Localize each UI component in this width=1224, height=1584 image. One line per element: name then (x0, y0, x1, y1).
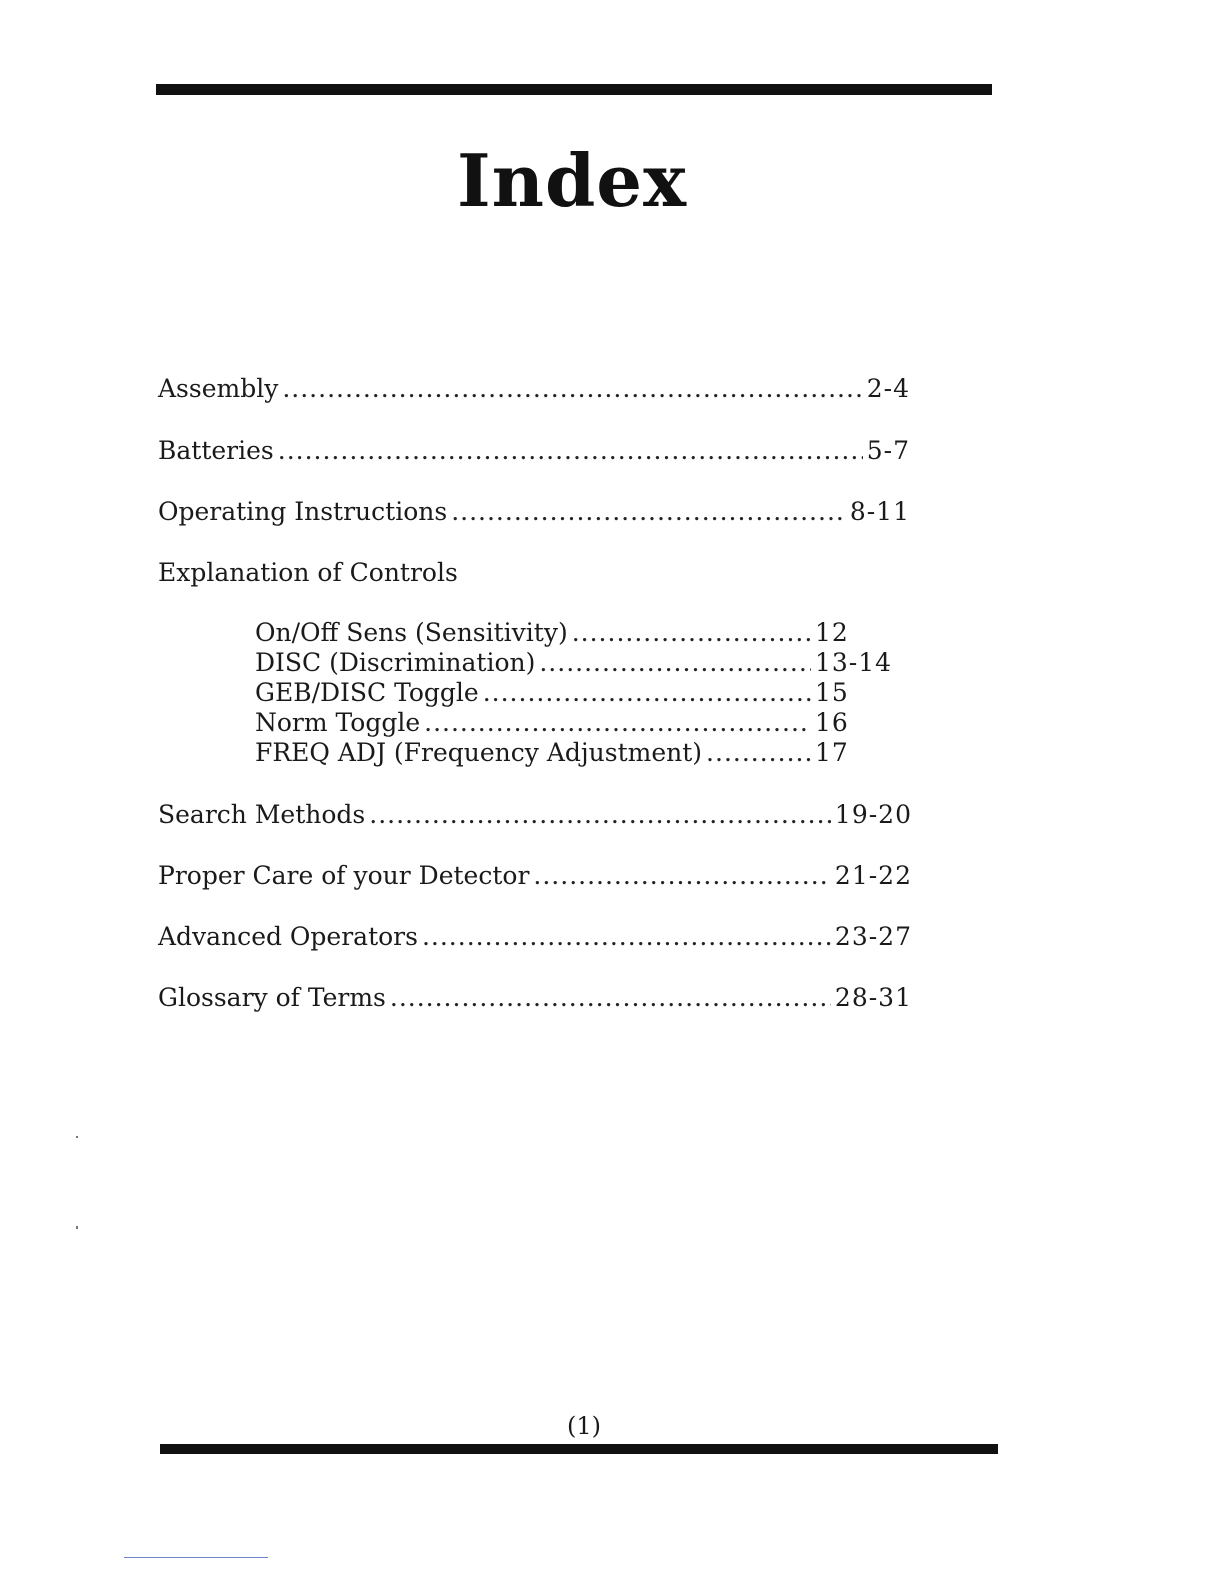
index-subentry-norm-toggle (255, 708, 891, 737)
page-number: (1) (567, 1412, 601, 1440)
entry-page: 19-20 (834, 800, 912, 829)
index-subentry-freq-adj (255, 738, 891, 767)
index-entry-glossary (158, 983, 912, 1012)
leader-dots (424, 708, 811, 737)
entry-label: Glossary of Terms (158, 983, 386, 1012)
entry-page: 17 (815, 738, 849, 767)
entry-page: 28-31 (834, 983, 912, 1012)
entry-label: Advanced Operators (158, 922, 418, 951)
entry-label: Batteries (158, 436, 274, 465)
controls-heading: Explanation of Controls (158, 558, 458, 587)
entry-label: FREQ ADJ (Frequency Adjustment) (255, 738, 703, 767)
entry-label: Proper Care of your Detector (158, 861, 530, 890)
entry-page: 8-11 (849, 497, 910, 526)
page-title: Index (456, 138, 688, 223)
index-entry-advanced-operators (158, 922, 912, 951)
entry-page: 5-7 (866, 436, 910, 465)
leader-dots (706, 738, 811, 767)
entry-label: Assembly (158, 374, 279, 403)
leader-dots (278, 436, 863, 465)
entry-page: 23-27 (834, 922, 912, 951)
entry-page: 16 (815, 708, 849, 737)
scan-speck (76, 1136, 78, 1138)
leader-dots (533, 861, 831, 890)
entry-page: 15 (815, 678, 849, 707)
entry-label: On/Off Sens (Sensitivity) (255, 618, 568, 647)
scan-speck (76, 1226, 78, 1229)
index-subentry-sensitivity (255, 618, 891, 647)
entry-page: 13-14 (815, 648, 893, 677)
entry-page: 12 (815, 618, 849, 647)
entry-label: Norm Toggle (255, 708, 421, 737)
leader-dots (282, 374, 862, 403)
leader-dots (451, 497, 846, 526)
leader-dots (483, 678, 811, 707)
entry-label: Search Methods (158, 800, 366, 829)
entry-label: DISC (Discrimination) (255, 648, 536, 677)
entry-label: Operating Instructions (158, 497, 448, 526)
entry-page: 2-4 (866, 374, 910, 403)
bottom-rule (160, 1444, 998, 1454)
leader-dots (572, 618, 811, 647)
leader-dots (390, 983, 831, 1012)
index-entry-proper-care (158, 861, 912, 890)
index-subentry-geb-disc-toggle (255, 678, 891, 707)
top-rule (156, 84, 992, 95)
index-entry-operating-instructions (158, 497, 910, 526)
index-subentry-discrimination (255, 648, 891, 677)
entry-label: GEB/DISC Toggle (255, 678, 479, 707)
leader-dots (422, 922, 831, 951)
scan-edge-line (124, 1557, 268, 1558)
leader-dots (539, 648, 811, 677)
leader-dots (369, 800, 831, 829)
index-entry-batteries (158, 436, 910, 465)
index-entry-search-methods (158, 800, 912, 829)
index-entry-assembly (158, 374, 910, 403)
entry-page: 21-22 (834, 861, 912, 890)
